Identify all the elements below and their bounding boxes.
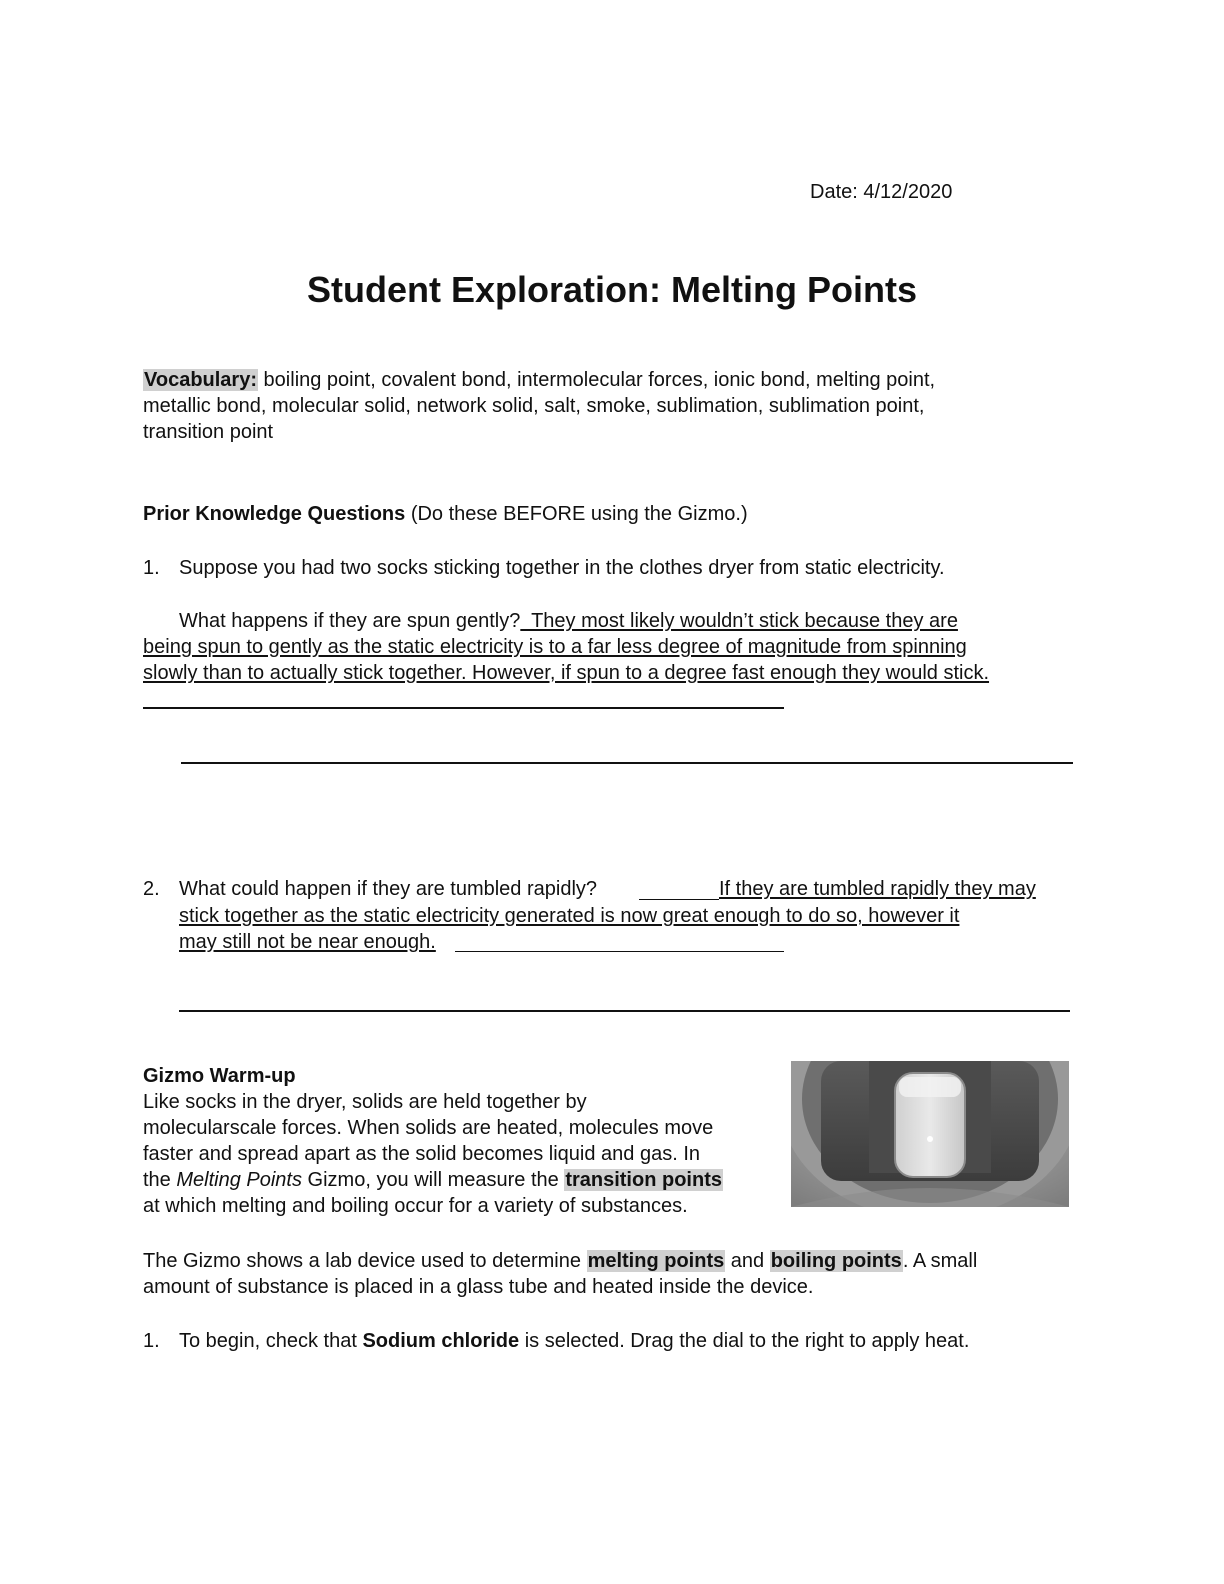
para2-pre: The Gizmo shows a lab device used to determine [143,1250,587,1272]
q2-answer-lead-blank[interactable] [639,899,719,900]
page-title: Student Exploration: Melting Points [307,269,917,310]
q1-prompt: What happens if they are spun gently? [179,610,521,632]
melting-point-device-image [791,1061,1069,1207]
q2-answer-3[interactable]: may still not be near enough. [179,931,436,953]
vocabulary-terms-1: boiling point, covalent bond, intermolecular forces, ionic bond, melting point, [258,369,936,391]
warmup-line-2: molecularscale forces. When solids are heated, molecules move [143,1117,714,1139]
warmup-line-3: faster and spread apart as the solid becomes liquid and gas. In [143,1143,701,1165]
date-label: Date: 4/12/2020 [810,181,953,203]
para2-mid: and [725,1250,770,1272]
q2-answer-trail-blank[interactable] [455,951,784,952]
sodium-chloride-term: Sodium chloride [362,1330,520,1352]
q1-number: 1. [143,557,160,579]
warmup-heading: Gizmo Warm-up [143,1065,296,1087]
step1-text [179,1328,969,1354]
q1-answer-1[interactable]: They most likely wouldn’t stick because they are [520,610,958,632]
warmup-para2-line-1 [143,1248,977,1274]
q1-answer-blank-2[interactable] [181,762,1073,764]
warmup-line-4-pre: the [143,1169,177,1191]
warmup-line-4-mid: Gizmo, you will measure the [301,1169,565,1191]
step1-pre: To begin, check that [179,1330,363,1352]
warmup-line-1: Like socks in the dryer, solids are held together by [143,1091,587,1113]
q2-answer-2[interactable]: stick together as the static electricity generated is now great enough to do so, however it [179,905,960,927]
q2-answer-1[interactable]: If they are tumbled rapidly they may [719,878,1036,900]
step1-post: is selected. Drag the dial to the right to apply heat. [519,1330,970,1352]
para2-post: . A small [902,1250,978,1272]
prior-knowledge-note: (Do these BEFORE using the Gizmo.) [405,503,748,525]
warmup-line-4 [143,1167,723,1193]
step1-number: 1. [143,1330,160,1352]
q2-answer-blank-2[interactable] [179,1010,1070,1012]
q2-prompt: What could happen if they are tumbled rapidly? [179,878,598,900]
vocabulary-line-3: transition point [143,421,274,443]
transition-points-term: transition points [565,1169,722,1191]
vocabulary-label: Vocabulary: [144,369,257,391]
q1-answer-blank-1[interactable] [143,707,784,709]
q1-text: Suppose you had two socks sticking together in the clothes dryer from static electricity. [179,557,945,579]
prior-knowledge-heading-row [143,501,748,527]
vocabulary-line-1 [143,367,935,393]
q1-answer-row-1 [179,608,958,634]
prior-knowledge-heading: Prior Knowledge Questions [143,503,406,525]
q1-answer-2[interactable]: being spun to gently as the static electricity is to a far less degree of magnitude from spinning [143,636,967,658]
vocabulary-line-2: metallic bond, molecular solid, network solid, salt, smoke, sublimation, sublimation point, [143,395,925,417]
q2-row-1 [179,876,597,902]
warmup-line-5: at which melting and boiling occur for a variety of substances. [143,1195,688,1217]
q2-number: 2. [143,878,160,900]
gizmo-name: Melting Points [176,1169,302,1191]
q1-answer-3[interactable]: slowly than to actually stick together. However, if spun to a degree fast enough they would stick. [143,662,990,684]
melting-points-term: melting points [587,1250,725,1272]
boiling-points-term: boiling points [770,1250,902,1272]
warmup-para2-line-2: amount of substance is placed in a glass tube and heated inside the device. [143,1276,814,1298]
